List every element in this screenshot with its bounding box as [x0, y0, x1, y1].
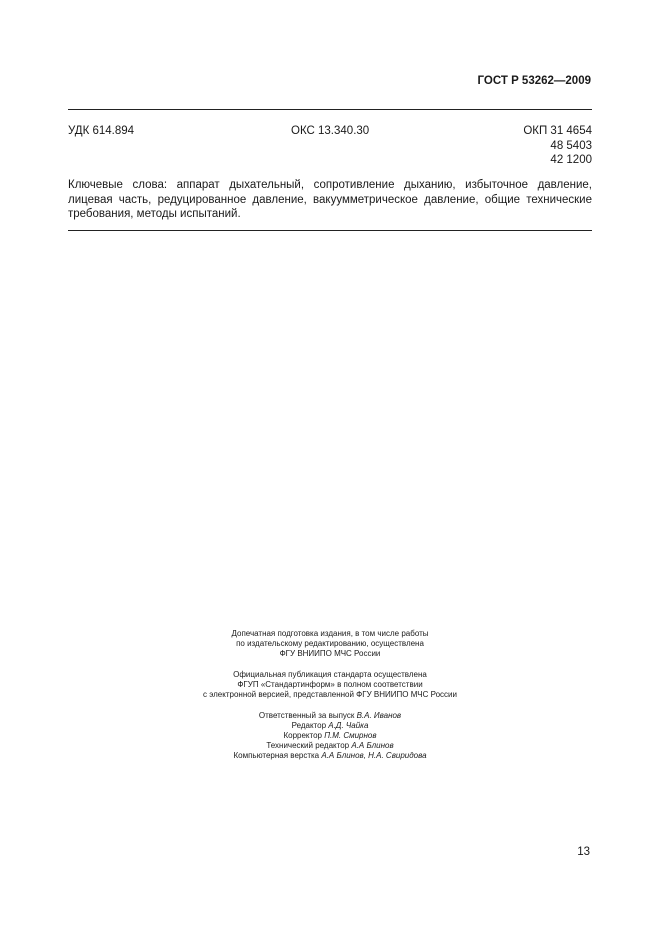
page-number: 13 — [577, 846, 590, 858]
staff-name: А.Д. Чайка — [328, 721, 369, 730]
staff-line — [130, 751, 530, 761]
keywords-paragraph: Ключевые слова: аппарат дыхательный, сопротивление дыханию, избыточное давление, лицевая часть, редуцированное давление, вакуумметрическое давление, общие технические требования, методы испытаний. — [68, 179, 592, 220]
prep-line: Допечатная подготовка издания, в том числе работы — [231, 629, 429, 638]
staff-name: В.А. Иванов — [356, 711, 402, 720]
publication-line: с электронной версией, представленной ФГУ ВНИИПО МЧС России — [203, 690, 457, 699]
prep-note — [130, 629, 530, 659]
okp-code-line: 48 5403 — [550, 139, 592, 152]
prep-line: ФГУ ВНИИПО МЧС России — [279, 649, 381, 658]
staff-line — [130, 711, 530, 721]
oks-code: ОКС 13.340.30 — [291, 125, 370, 137]
staff-name: П.М. Смирнов — [324, 731, 377, 740]
staff-role: Компьютерная верстка — [233, 751, 320, 760]
staff-role: Корректор — [283, 731, 322, 740]
publication-note — [130, 670, 530, 700]
staff-name: А.А Блинов, Н.А. Свиридова — [321, 751, 427, 760]
staff-line — [130, 731, 530, 741]
okp-code-line: ОКП 31 4654 — [523, 125, 592, 137]
staff-role: Ответственный за выпуск — [258, 711, 355, 720]
udk-code: УДК 614.894 — [68, 125, 135, 137]
okp-code-line: 42 1200 — [550, 154, 592, 166]
prep-line: по издательскому редактированию, осуществлена — [236, 639, 424, 648]
staff-role: Технический редактор — [266, 741, 350, 750]
staff-role: Редактор — [291, 721, 327, 730]
standard-designation: ГОСТ Р 53262—2009 — [477, 75, 591, 87]
staff-line — [130, 741, 530, 751]
publication-line: Официальная публикация стандарта осуществлена — [233, 670, 427, 679]
staff-name: А.А Блинов — [351, 741, 394, 750]
okp-codes — [523, 124, 592, 168]
top-divider — [68, 109, 592, 110]
bottom-divider — [68, 230, 592, 231]
staff-list — [130, 711, 530, 761]
imprint-credits — [130, 629, 530, 772]
staff-line — [130, 721, 530, 731]
publication-line: ФГУП «Стандартинформ» в полном соответствии — [237, 680, 423, 689]
